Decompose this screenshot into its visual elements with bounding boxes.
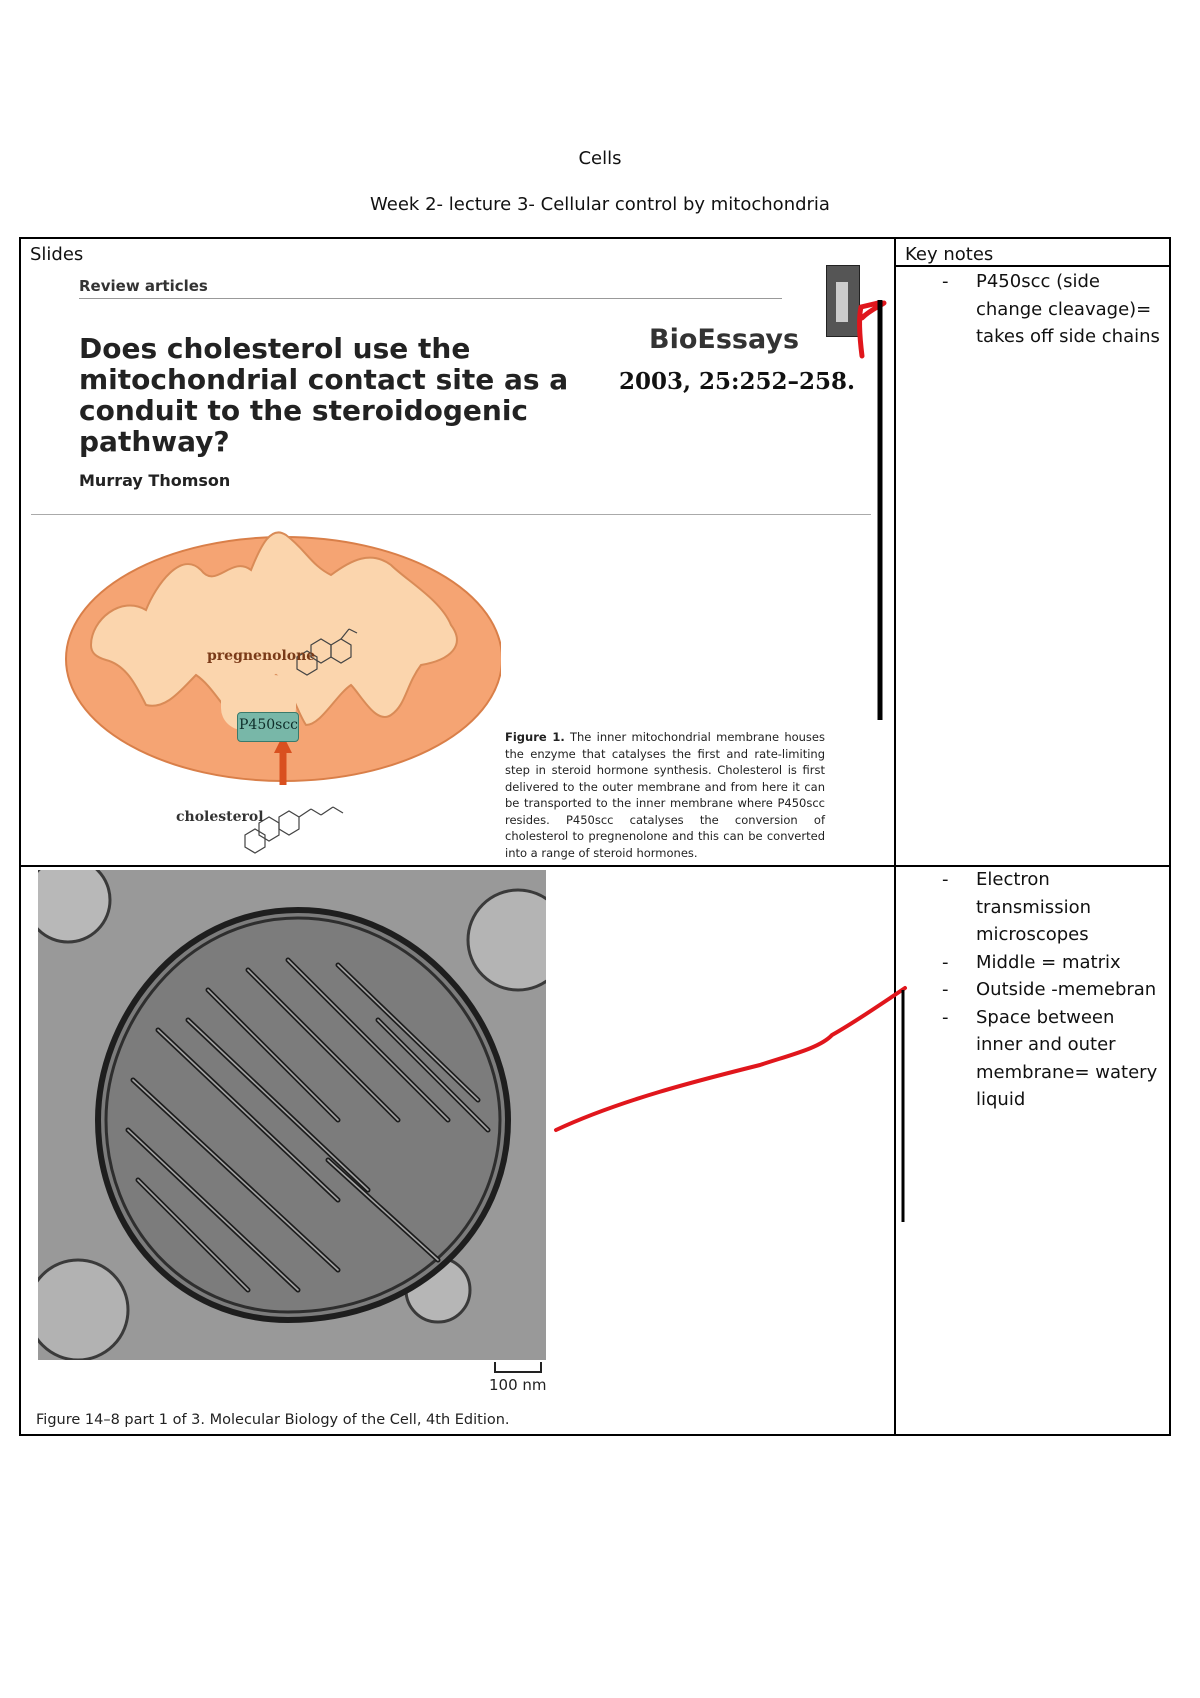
key-note: - Space between inner and outer membrane= watery liquid xyxy=(940,1004,1165,1114)
article-title: Does cholesterol use the mitochondrial contact site as a conduit to the steroidogenic pathway? xyxy=(79,332,569,458)
pregnenolone-label: pregnenolone xyxy=(207,648,316,664)
key-notes-list-2 xyxy=(940,866,1165,1114)
document-title: Cells xyxy=(578,148,622,169)
journal-reference: 2003, 25:252–258. xyxy=(619,368,856,395)
article-author: Murray Thomson xyxy=(79,471,231,490)
key-note: - Electron transmission microscopes xyxy=(940,866,1165,949)
journal-logo: BioEssays xyxy=(649,324,800,355)
figure-1-caption-body: The inner mitochondrial membrane houses the enzyme that catalyses the first and rate-limiting step in steroid hormone synthesis. Cholesterol is first delivered to the outer membrane and from here it can be transported to the inner membrane where P450scc resides. P450scc catalyses the conversion of cholesterol to pregnenolone and this can be converted into a range of steroid hormones. xyxy=(505,730,825,860)
key-note: - Outside -memebran xyxy=(940,976,1165,1004)
cholesterol-label: cholesterol xyxy=(176,809,264,825)
figure-1-caption-head: Figure 1. xyxy=(505,730,565,744)
scale-bar-label: 100 nm xyxy=(489,1376,547,1394)
p450scc-label: P450scc xyxy=(239,717,299,733)
key-note: - P450scc (side change cleavage)= takes off side chains xyxy=(940,268,1160,351)
slides-column-header: Slides xyxy=(30,244,84,265)
key-notes-list-1 xyxy=(940,268,1160,351)
figure-14-8-caption: Figure 14–8 part 1 of 3. Molecular Biology of the Cell, 4th Edition. xyxy=(36,1412,510,1428)
review-articles-label: Review articles xyxy=(79,277,208,295)
key-note: - Middle = matrix xyxy=(940,949,1165,977)
document-subtitle: Week 2- lecture 3- Cellular control by mitochondria xyxy=(370,194,830,215)
key-notes-column-header: Key notes xyxy=(905,244,994,265)
